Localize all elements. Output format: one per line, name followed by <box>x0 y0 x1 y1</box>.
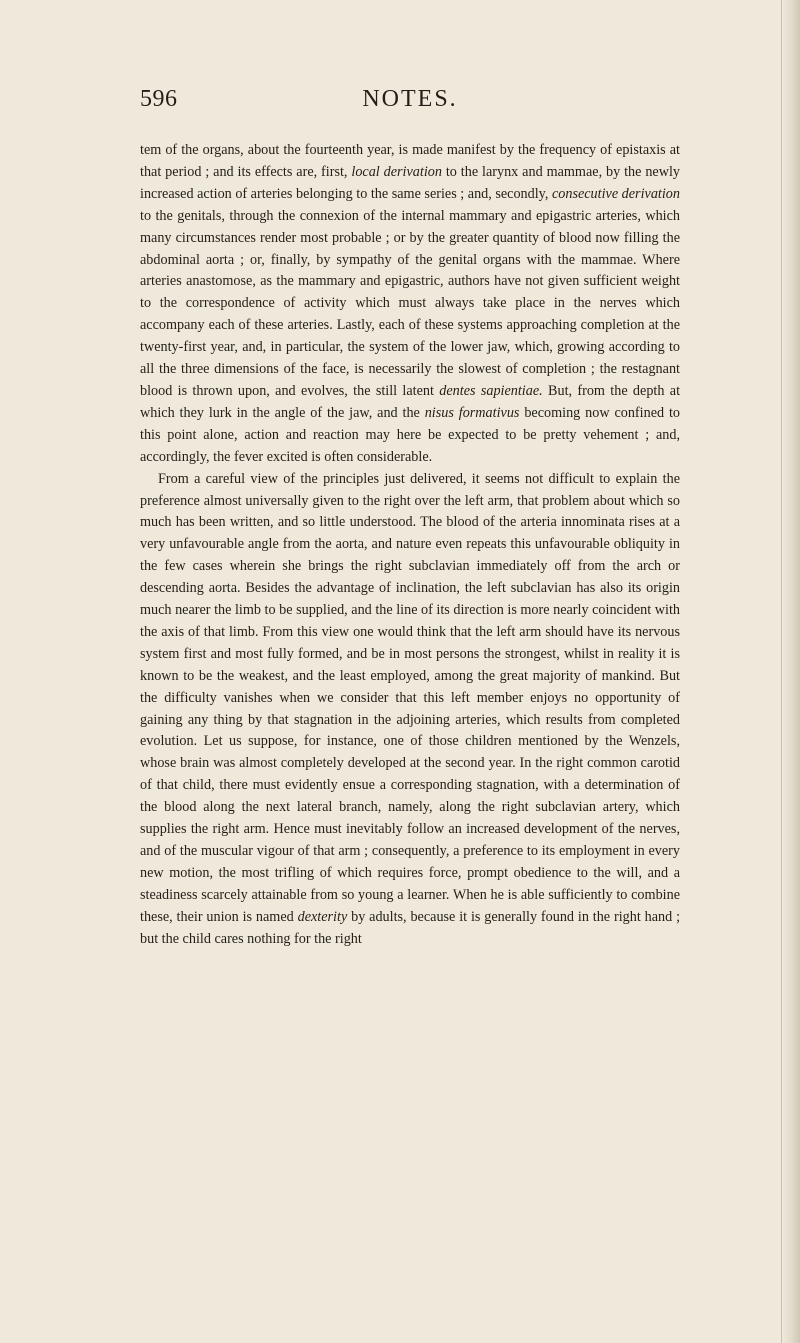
paragraph <box>140 140 680 469</box>
text-run: to the larynx and mammae, by the newly increased action of arteries belonging to the same series ; and, secondly, <box>140 163 681 202</box>
text-run: But, from the depth at which they lurk in the angle of the jaw, and the <box>140 382 681 421</box>
text-run: to the genitals, through the connexion of the internal mammary and epigastric arteries, which many circumstances render most probable ; or by the greater quantity of blood now filling the abdominal aorta ; or, finally, by sympathy of the genital organs with the mammae. Where arteries anastomose, as the mammary and epigastric, authors have not given sufficient weight to the correspondence of activity which must always take place in the nerves which accompany each of these arteries. Lastly, each of these systems approaching completion at the twenty-first year, and, in particular, the system of the lower jaw, which, growing according to all the three dimensions of the face, is necessarily the slowest of completion ; the restagnant blood is thrown upon, and evolves, the still latent <box>140 207 680 399</box>
text-run: by adults, because it is generally found in the right hand ; but the child cares nothing for the right <box>140 908 681 947</box>
text-run: tem of the organs, about the fourteenth year, is made manifest by the frequency of epistaxis at that period ; and its effects are, first, <box>140 142 680 180</box>
running-title: NOTES. <box>362 86 458 112</box>
text-run: From a careful view of the principles just delivered, it seems not difficult to explain the preference almost universally given to the right over the left arm, that problem about which so much has been written, and so little understood. The blood of the arteria innominata rises at a very unfavourable angle from the aorta, and nature even repeats this unfavourable obliquity in the few cases wherein she brings the right subclavian immediately off from the arch or descending aorta. Besides the advantage of inclination, the left subclavian has also its origin much nearer the limb to be supplied, and the line of its direction is more nearly coincident with the axis of that limb. From this view one would think that the left arm should have its nervous system first and most fully formed, and be in most persons the strongest, whilst in reality it is known to be the weakest, and the least employed, among the great majority of mankind. But the difficulty vanishes when we consider that this left member enjoys no opportunity of gaining any thing by that stagnation in the adjoining arteries, which results from completed evolution. Let us suppose, for instance, one of those children mentioned by the Wenzels, whose brain was almost completely developed at the second year. In the right common carotid of that child, there must evidently ensue a corresponding stagnation, with a determination of the blood along the next lateral branch, namely, along the right subclavian artery, which supplies the right arm. Hence must inevitably follow an increased development of the nerves, and of the muscular vigour of that arm ; consequently, a preference to its employment in every new motion, the most trifling of which requires force, prompt obedience to the will, and a steadiness scarcely attainable from so young a learner. When he is able sufficiently to combine these, their union is named <box>140 470 680 925</box>
running-head <box>140 86 680 116</box>
page-number: 596 <box>140 86 178 112</box>
page-edge <box>781 0 800 1343</box>
italic-text-run: consecutive derivation <box>551 185 680 202</box>
text-run: becoming now confined to this point alone, action and reaction may here be expected to be pretty vehement ; and, accordingly, the fever excited is often considerable. <box>140 404 680 465</box>
italic-text-run: dentes sapientiae. <box>439 382 543 399</box>
italic-text-run: nisus formativus <box>424 404 520 421</box>
body-text <box>140 140 680 951</box>
italic-text-run: local derivation <box>351 163 442 180</box>
italic-text-run: dexterity <box>297 908 348 925</box>
paragraph <box>140 469 680 951</box>
